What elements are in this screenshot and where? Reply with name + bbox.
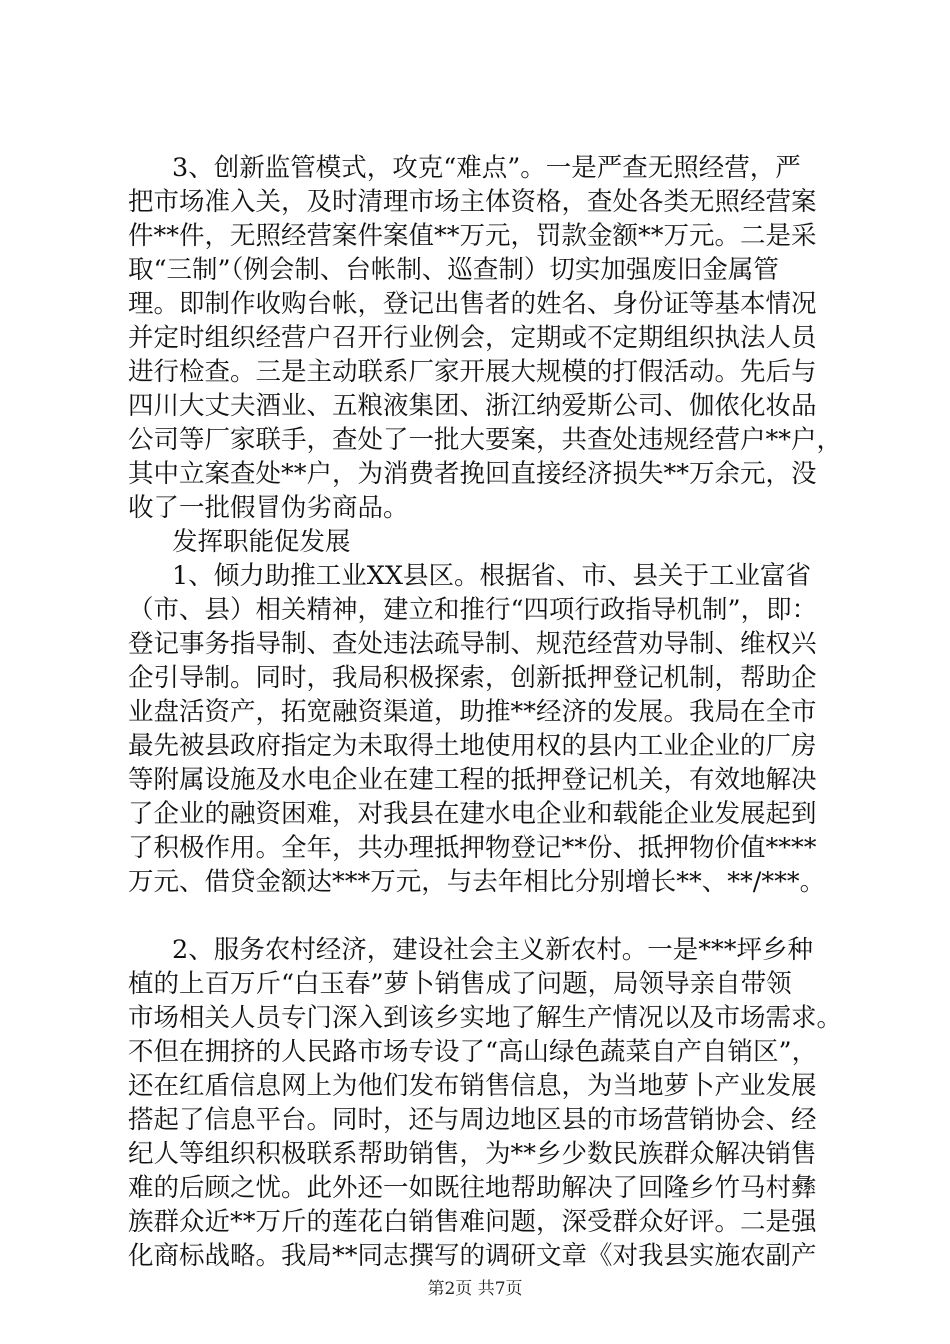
paragraph-line: 植的上百万斤“白玉春”萝卜销售成了问题，局领导亲自带领: [128, 969, 792, 999]
paragraph-line: 化商标战略。我局**同志撰写的调研文章《对我县实施农副产: [128, 1241, 817, 1271]
paragraph-line: 把市场准入关，及时清理市场主体资格，查处各类无照经营案: [128, 187, 817, 217]
paragraph-line: 不但在拥挤的人民路市场专设了“高山绿色蔬菜自产自销区”，: [128, 1037, 818, 1067]
paragraph-line: 四川大丈夫酒业、五粮液集团、浙江纳爱斯公司、伽侬化妆品: [128, 391, 817, 421]
paragraph-line: 搭起了信息平台。同时，还与周边地区县的市场营销协会、经: [128, 1105, 817, 1135]
section-heading: 发挥职能促发展: [172, 527, 351, 557]
paragraph-line: （市、县）相关精神，建立和推行“四项行政指导机制”，即：: [128, 595, 818, 625]
paragraph-line: 收了一批假冒伪劣商品。: [128, 493, 409, 523]
paragraph-line: 登记事务指导制、查处违法疏导制、规范经营劝导制、维权兴: [128, 629, 817, 659]
paragraph-line: 还在红盾信息网上为他们发布销售信息，为当地萝卜产业发展: [128, 1071, 817, 1101]
paragraph-line: 等附属设施及水电企业在建工程的抵押登记机关，有效地解决: [128, 765, 817, 795]
paragraph-line: 族群众近**万斤的莲花白销售难问题，深受群众好评。二是强: [128, 1207, 817, 1237]
paragraph-line: 了积极作用。全年，共办理抵押物登记**份、抵押物价值****: [128, 833, 817, 863]
paragraph-line: 万元、借贷金额达***万元，与去年相比分别增长**、**/***。: [128, 867, 826, 897]
paragraph-line: 了企业的融资困难，对我县在建水电企业和载能企业发展起到: [128, 799, 817, 829]
paragraph-line: 进行检查。三是主动联系厂家开展大规模的打假活动。先后与: [128, 357, 817, 387]
paragraph-line: 3、创新监管模式，攻克“难点”。一是严查无照经营，严: [172, 153, 801, 183]
page-footer: 第2页 共7页: [427, 1279, 523, 1299]
paragraph-line: 2、服务农村经济，建设社会主义新农村。一是***坪乡种: [172, 935, 813, 965]
paragraph-line: 业盘活资产，拓宽融资渠道，助推**经济的发展。我局在全市: [128, 697, 817, 727]
paragraph-line: 并定时组织经营户召开行业例会，定期或不定期组织执法人员: [128, 323, 817, 353]
paragraph-line: 1、倾力助推工业XX县区。根据省、市、县关于工业富省: [172, 561, 812, 591]
paragraph-line: 纪人等组织积极联系帮助销售，为**乡少数民族群众解决销售: [128, 1139, 817, 1169]
paragraph-line: 件**件，无照经营案件案值**万元，罚款金额**万元。二是采: [128, 221, 817, 251]
paragraph-line: 其中立案查处**户，为消费者挽回直接经济损失**万余元，没: [128, 459, 817, 489]
paragraph-line: 企引导制。同时，我局积极探索，创新抵押登记机制，帮助企: [128, 663, 817, 693]
paragraph-line: 公司等厂家联手，查处了一批大要案，共查处违规经营户**户，: [128, 425, 843, 455]
paragraph-line: 取“三制”（例会制、台帐制、巡查制）切实加强废旧金属管: [128, 255, 779, 285]
paragraph-line: 最先被县政府指定为未取得土地使用权的县内工业企业的厂房: [128, 731, 817, 761]
paragraph-line: 理。即制作收购台帐，登记出售者的姓名、身份证等基本情况: [128, 289, 817, 319]
paragraph-line: 市场相关人员专门深入到该乡实地了解生产情况以及市场需求。: [128, 1003, 843, 1033]
paragraph-line: 难的后顾之忧。此外还一如既往地帮助解决了回隆乡竹马村彝: [128, 1173, 817, 1203]
